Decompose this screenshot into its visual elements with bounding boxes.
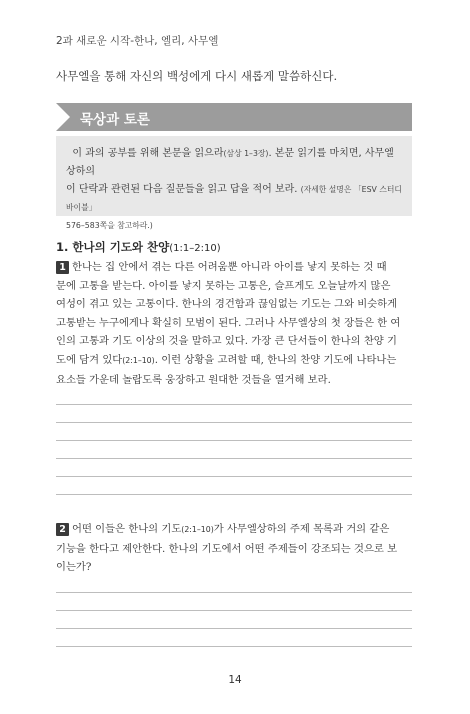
q1-line: 인의 고통과 기도 이상의 것을 말하고 있다. 가장 큰 단서들이 한나의 찬양 기 <box>56 335 397 348</box>
answer-line[interactable] <box>56 476 412 477</box>
guide-line-2: 이 단락과 관련된 다음 질문들을 읽고 답을 적어 보라. (자세한 설명은 「ESV 스터디 바이블」 <box>66 184 402 212</box>
question-2-body <box>56 520 412 577</box>
guide-line-1: 이 과의 공부를 위해 본문을 읽으라(삼상 1–3장). 본문 읽기를 마치면, 사무엘상하의 <box>66 148 394 177</box>
q1-line: 문에 고통을 받는다. 아이를 낳지 못하는 고통은, 슬프게도 오늘날까지 많은 <box>56 279 391 292</box>
q2-line: 기능을 한다고 제안한다. 한나의 기도에서 어떤 주제들이 강조되는 것으로 보 <box>56 542 398 555</box>
section-banner <box>56 103 412 131</box>
answer-line[interactable] <box>56 494 412 495</box>
question-number-badge: 1 <box>56 261 69 274</box>
answer-line[interactable] <box>56 422 412 423</box>
banner-arrow-icon <box>56 103 70 131</box>
q1-line: 1 한나는 집 안에서 겪는 다른 어려움뿐 아니라 아이를 낳지 못하는 것 때 <box>56 258 412 277</box>
section-title: 묵상과 토론 <box>80 112 150 128</box>
answer-line[interactable] <box>56 458 412 459</box>
answer-line[interactable] <box>56 646 412 647</box>
answer-line[interactable] <box>56 628 412 629</box>
q1-line: 고통받는 누구에게나 확실히 모범이 된다. 그러나 사무엘상의 첫 장들은 한 여 <box>56 316 401 329</box>
answer-line[interactable] <box>56 592 412 593</box>
q2-line: 2 어떤 이들은 한나의 기도(2:1–10)가 사무엘상하의 주제 목록과 거의 같은 <box>56 520 412 540</box>
running-head: 2과 새로운 시작-한나, 엘리, 사무엘 <box>56 35 219 47</box>
q1-line: 요소들 가운데 놀랍도록 웅장하고 원대한 것들을 열거해 보라. <box>56 373 331 386</box>
question-1-title: 1. 한나의 기도와 찬양(1:1–2:10) <box>56 240 221 254</box>
answer-line[interactable] <box>56 404 412 405</box>
question-1-body <box>56 258 412 389</box>
q1-line: 여성이 겪고 있는 고통이다. 한나의 경건함과 끊임없는 기도는 그와 비슷하게 <box>56 298 398 311</box>
answer-line[interactable] <box>56 610 412 611</box>
q1-line: 도에 담겨 있다(2:1–10). 이런 상황을 고려할 때, 한나의 찬양 기도에 나타나는 <box>56 353 397 366</box>
guide-line-3: 576–583쪽을 참고하라.) <box>66 221 153 230</box>
reading-guide-box <box>56 136 412 230</box>
question-number-badge: 2 <box>56 523 69 536</box>
q2-line: 이는가? <box>56 561 92 574</box>
page-number: 14 <box>228 674 242 686</box>
intro-paragraph: 사무엘을 통해 자신의 백성에게 다시 새롭게 말씀하신다. <box>56 69 338 83</box>
answer-line[interactable] <box>56 440 412 441</box>
